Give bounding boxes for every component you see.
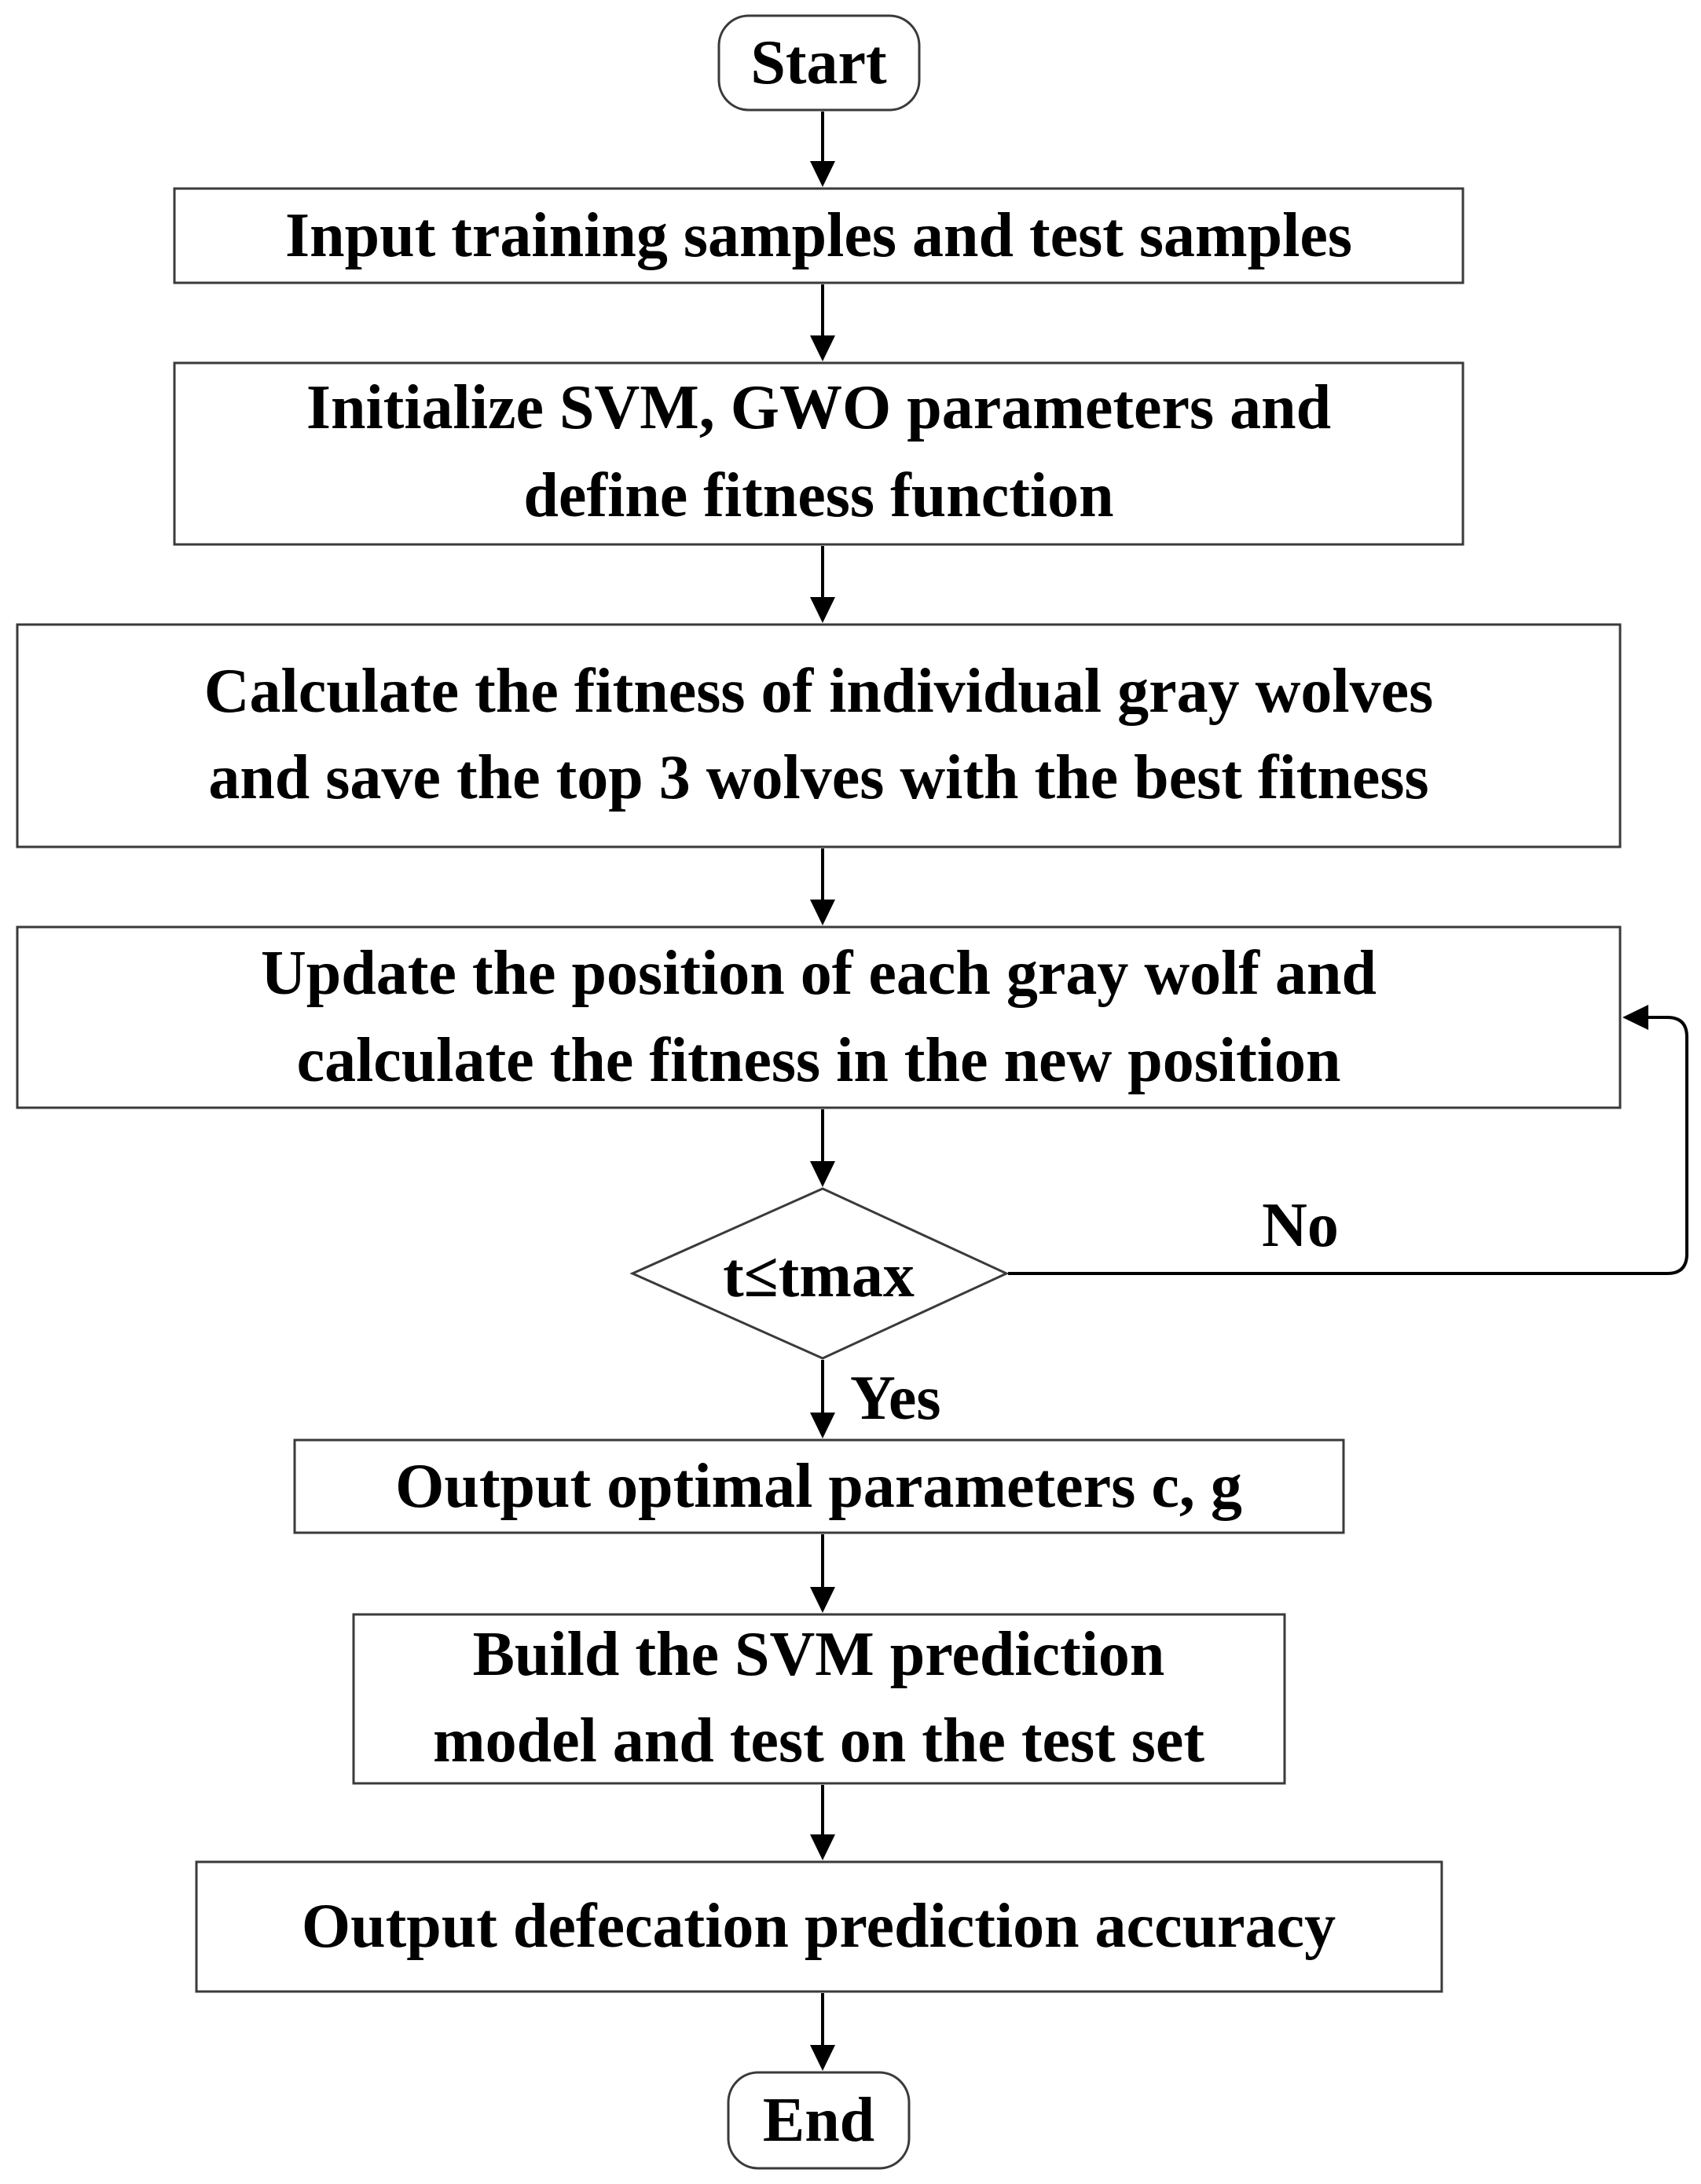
node-label-line-2: define fitness function — [523, 461, 1114, 530]
node-label-line-1: Calculate the fitness of individual gray wolves — [203, 657, 1434, 726]
node-init — [174, 363, 1463, 544]
arrowhead — [810, 1834, 835, 1860]
node-label: End — [762, 2086, 875, 2155]
node-input — [174, 189, 1463, 283]
node-label: Input training samples and test samples — [284, 201, 1353, 270]
arrowhead — [810, 335, 835, 361]
node-label-line-2: model and test on the test set — [432, 1706, 1205, 1775]
node-label-line-2: and save the top 3 wolves with the best fitness — [208, 743, 1429, 812]
node-update — [17, 927, 1620, 1108]
node-label-line-1: Build the SVM prediction — [472, 1620, 1165, 1689]
edge-label-yes: Yes — [850, 1364, 941, 1433]
node-label: t≤tmax — [723, 1241, 915, 1310]
arrowhead — [810, 161, 835, 187]
node-output-params — [295, 1440, 1344, 1533]
arrowhead — [1622, 1005, 1648, 1030]
node-start — [719, 16, 919, 110]
node-accuracy — [196, 1862, 1442, 1992]
arrowhead — [810, 597, 835, 623]
node-build — [354, 1614, 1285, 1783]
arrowhead — [810, 1413, 835, 1438]
node-label-line-2: calculate the fitness in the new position — [296, 1026, 1341, 1095]
arrowhead — [810, 900, 835, 925]
edge-label-no: No — [1262, 1191, 1339, 1260]
node-label: Output optimal parameters c, g — [395, 1452, 1242, 1521]
node-label-line-1: Initialize SVM, GWO parameters and — [306, 373, 1332, 442]
arrowhead — [810, 2045, 835, 2071]
node-label-line-1: Update the position of each gray wolf and — [260, 939, 1377, 1008]
node-label: Start — [750, 28, 887, 97]
node-decision — [632, 1189, 1006, 1358]
arrowhead — [810, 1587, 835, 1613]
arrowhead — [810, 1161, 835, 1187]
node-end — [728, 2072, 909, 2168]
node-label: Output defecation prediction accuracy — [301, 1892, 1336, 1961]
node-calc — [17, 625, 1620, 847]
